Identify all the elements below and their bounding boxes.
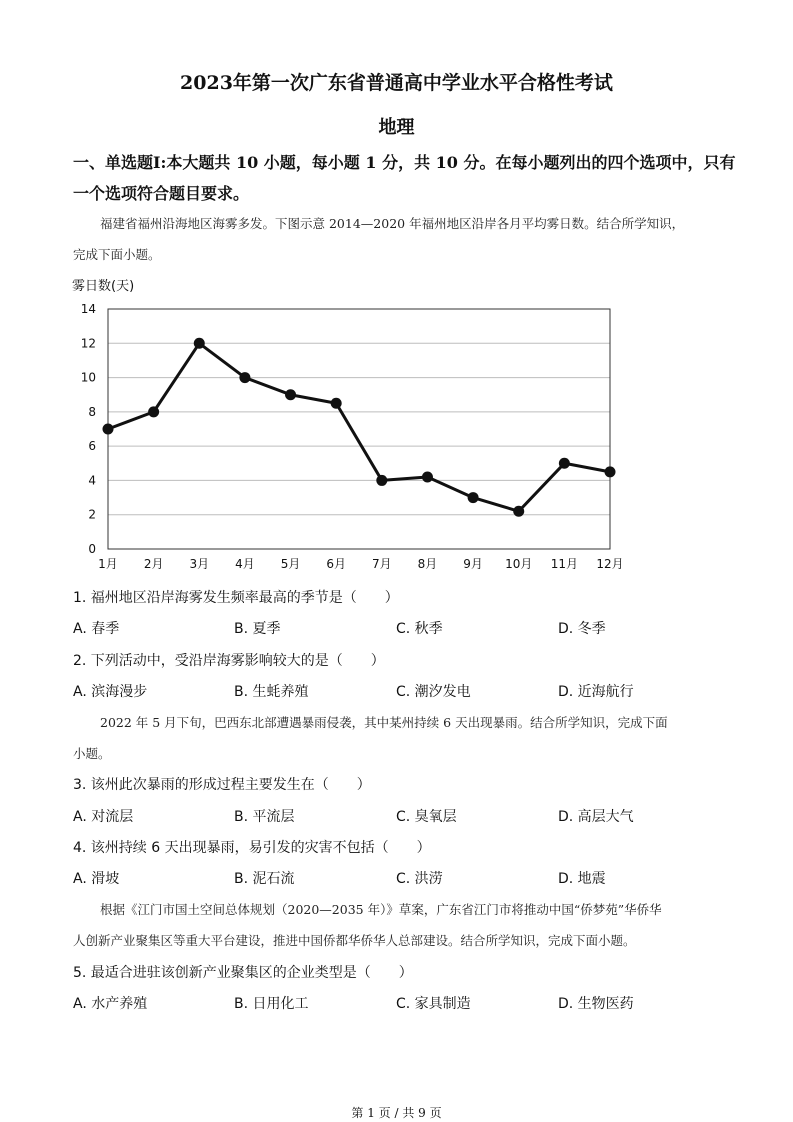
section-heading-line2: 一个选项符合题目要求。 (73, 184, 250, 203)
q3-option-a[interactable]: A. 对流层 (73, 809, 134, 825)
chart-plot-frame (108, 309, 610, 549)
q4-option-a[interactable]: A. 滑坡 (73, 871, 120, 887)
q5-option-a[interactable]: A. 水产养殖 (73, 996, 148, 1012)
y-tick-label: 8 (88, 404, 96, 419)
question-2: 2. 下列活动中，受沿岸海雾影响较大的是（ ） (73, 653, 385, 669)
x-tick-label: 10月 (505, 557, 533, 571)
q1-option-a[interactable]: A. 春季 (73, 621, 120, 637)
intro2-line1: 2022 年 5 月下旬，巴西东北部遭遇暴雨侵袭，其中某州持续 6 天出现暴雨。结合所学知识，完成下面 (100, 715, 668, 730)
data-point (513, 506, 524, 517)
q4-option-d[interactable]: D. 地震 (558, 871, 606, 887)
fog-days-chart (60, 272, 640, 584)
series-line (108, 343, 610, 511)
question-4: 4. 该州持续 6 天出现暴雨，易引发的灾害不包括（ ） (73, 840, 431, 856)
y-tick-label: 6 (88, 439, 96, 454)
q2-option-a[interactable]: A. 滨海漫步 (73, 684, 148, 700)
question-1: 1. 福州地区沿岸海雾发生频率最高的季节是（ ） (73, 590, 399, 606)
data-point (376, 475, 387, 486)
q1-option-c[interactable]: C. 秋季 (396, 621, 443, 637)
x-tick-label: 5月 (280, 557, 301, 571)
data-point (331, 398, 342, 409)
x-tick-label: 12月 (596, 557, 624, 571)
y-tick-label: 4 (88, 473, 96, 488)
data-point (605, 466, 616, 477)
q3-option-b[interactable]: B. 平流层 (234, 809, 295, 825)
data-point (468, 492, 479, 503)
intro1-line1: 福建省福州沿海地区海雾多发。下图示意 2014—2020 年福州地区沿岸各月平均雾日数。结合所学知识， (100, 216, 685, 231)
data-point (239, 372, 250, 383)
q5-option-c[interactable]: C. 家具制造 (396, 996, 471, 1012)
x-tick-label: 4月 (235, 557, 255, 571)
intro3-line2: 人创新产业聚集区等重大平台建设，推进中国侨都华侨华人总部建设。结合所学知识，完成下面小题。 (73, 933, 636, 948)
q3-option-d[interactable]: D. 高层大气 (558, 809, 634, 825)
q2-option-d[interactable]: D. 近海航行 (558, 684, 634, 700)
data-point (422, 472, 433, 483)
x-tick-label: 9月 (463, 557, 483, 571)
x-tick-label: 7月 (371, 557, 392, 571)
x-tick-label: 11月 (550, 557, 579, 571)
exam-title: 2023年第一次广东省普通高中学业水平合格性考试 (180, 72, 613, 94)
x-tick-label: 1月 (98, 557, 118, 571)
q4-option-b[interactable]: B. 泥石流 (234, 871, 295, 887)
q4-option-c[interactable]: C. 洪涝 (396, 871, 443, 887)
q2-option-b[interactable]: B. 生蚝养殖 (234, 684, 309, 700)
x-tick-label: 3月 (189, 557, 210, 571)
x-tick-label: 8月 (417, 557, 438, 571)
x-tick-label: 6月 (326, 557, 347, 571)
page-footer: 第 1 页 / 共 9 页 (351, 1106, 442, 1120)
y-tick-label: 10 (80, 370, 96, 385)
q1-option-d[interactable]: D. 冬季 (558, 621, 606, 637)
intro3-line1: 根据《江门市国土空间总体规划（2020—2035 年）》草案，广东省江门市将推动中国“侨梦苑”华侨华 (100, 902, 662, 917)
q3-option-c[interactable]: C. 臭氧层 (396, 809, 457, 825)
data-point (285, 389, 296, 400)
data-point (194, 338, 205, 349)
data-point (103, 424, 114, 435)
section-heading-line1: 一、单选题I:本大题共 10 小题，每小题 1 分，共 10 分。在每小题列出的四个选项中，只有 (73, 153, 736, 172)
y-tick-label: 14 (80, 302, 96, 316)
q2-option-c[interactable]: C. 潮汐发电 (396, 684, 471, 700)
subject-title: 地理 (378, 117, 415, 138)
x-tick-label: 2月 (143, 557, 164, 571)
q5-option-b[interactable]: B. 日用化工 (234, 996, 309, 1012)
y-tick-label: 2 (88, 507, 96, 522)
chart-ylabel: 雾日数(天) (72, 279, 135, 294)
data-point (148, 406, 159, 417)
intro1-line2: 完成下面小题。 (73, 247, 161, 262)
question-3: 3. 该州此次暴雨的形成过程主要发生在（ ） (73, 777, 371, 793)
q5-option-d[interactable]: D. 生物医药 (558, 996, 634, 1012)
y-tick-label: 0 (88, 542, 96, 556)
intro2-line2: 小题。 (73, 746, 111, 761)
q1-option-b[interactable]: B. 夏季 (234, 621, 281, 637)
y-tick-label: 12 (80, 336, 96, 351)
data-point (559, 458, 570, 469)
question-5: 5. 最适合进驻该创新产业聚集区的企业类型是（ ） (73, 965, 413, 981)
